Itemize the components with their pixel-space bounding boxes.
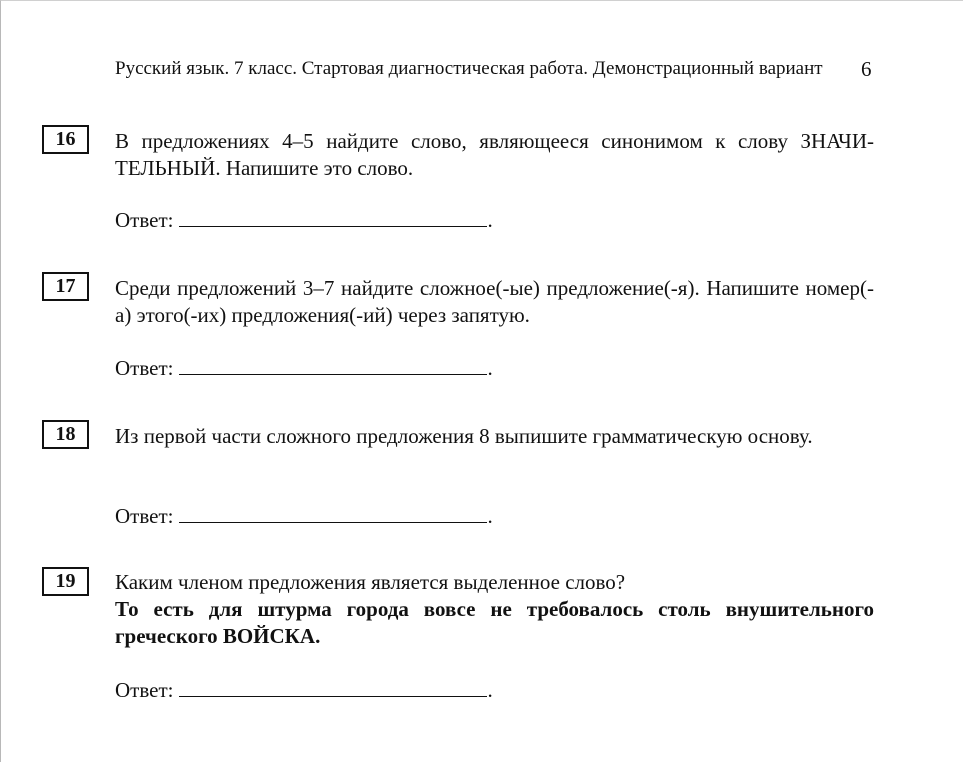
answer-label: Ответ:	[115, 678, 174, 702]
task-question: Из первой части сложного предложения 8 выпишите грамматическую основу.	[115, 424, 813, 448]
answer-row	[115, 207, 493, 233]
answer-field[interactable]	[179, 356, 487, 375]
answer-field[interactable]	[179, 678, 487, 697]
task-question-text: Каким членом предложения является выделенное слово?	[115, 570, 626, 594]
answer-label: Ответ:	[115, 356, 174, 380]
answer-period: .	[487, 504, 493, 528]
page-header-title: Русский язык. 7 класс. Стартовая диагностическая работа. Демонстрационный вариант	[115, 58, 823, 79]
task-question	[115, 569, 874, 650]
page-number: 6	[861, 57, 872, 81]
task-question: В предложениях 4–5 найдите слово, являющееся синонимом к слову ЗНАЧИ-ТЕЛЬНЫЙ. Напишите это слово.	[115, 129, 874, 180]
answer-row	[115, 677, 493, 703]
answer-field[interactable]	[179, 208, 487, 227]
answer-label: Ответ:	[115, 504, 174, 528]
answer-period: .	[487, 208, 493, 232]
answer-field[interactable]	[179, 504, 487, 523]
highlighted-sentence: То есть для штурма города вовсе не требовалось столь внушительного греческого ВОЙСКА.	[115, 597, 874, 648]
answer-row	[115, 503, 493, 529]
task-number-box: 16	[42, 125, 89, 154]
task-number-box: 17	[42, 272, 89, 301]
task-number-box: 19	[42, 567, 89, 596]
answer-period: .	[487, 356, 493, 380]
task-question: Среди предложений 3–7 найдите сложное(-ые) предложение(-я). Напишите номер(-а) этого(-их) предложения(-ий) через запятую.	[115, 276, 874, 327]
answer-period: .	[487, 678, 493, 702]
task-number-box: 18	[42, 420, 89, 449]
answer-row	[115, 355, 493, 381]
answer-label: Ответ:	[115, 208, 174, 232]
